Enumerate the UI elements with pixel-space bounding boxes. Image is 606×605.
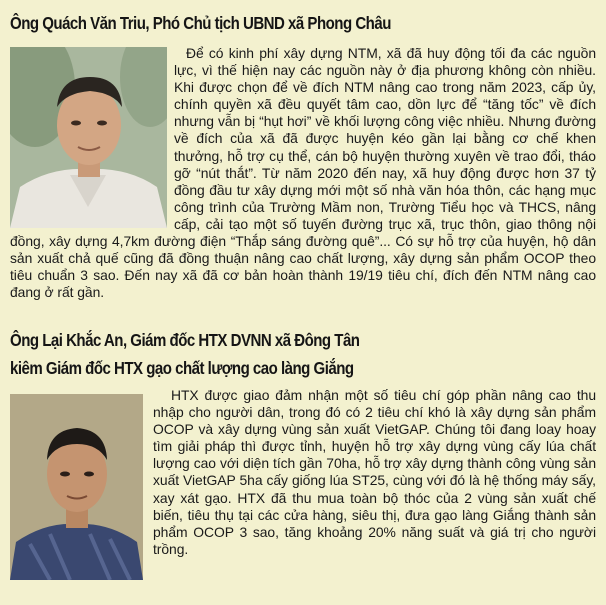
photo-wrap-space bbox=[10, 45, 174, 233]
photo-wrap-space bbox=[10, 387, 153, 577]
section1-body-paragraph bbox=[10, 45, 596, 301]
section1-body-text: Để có kinh phí xây dựng NTM, xã đã huy động tối đa các nguồn lực, vì thế hiện nay các nguồn này ở địa phương không còn nhiều. Khi được chọn để về đích NTM nâng cao trong năm 2023, cấp ủy, chính quyền xã đều quyết tâm cao, dồn lực để “tăng tốc” về đích nhưng vẫn bị “hụt hơi” về khối lượng công việc nhiều. Nhưng đường về đích của xã đã được huyện kéo gần lại bằng cơ chế khen thưởng, hỗ trợ cụ thể, cán bộ huyện thường xuyên về trao đổi, tháo gỡ “nút thắt”. Từ năm 2020 đến nay, xã huy động được hơn 37 tỷ đồng đầu tư xây dựng mới một số nhà văn hóa thôn, các hạng mục công trình của Trường Mầm non, Trường Tiểu học và THCS, nâng cấp, cải tạo một số tuyến đường trục xã, trục thôn, giao thông nội đồng, xây dựng 4,7km đường điện “Thắp sáng đường quê”... Có sự hỗ trợ của huyện, hộ dân sản xuất chả quế cũng đã đồng thuận nâng cao chất lượng, xây dựng sản phẩm OCOP theo tiêu chuẩn 3 sao. Đến nay xã đã cơ bản hoàn thành 19/19 tiêu chí, đích đến NTM nâng cao đang ở rất gần. bbox=[10, 45, 596, 301]
section2-body-paragraph bbox=[10, 387, 596, 577]
section2-body-text: HTX được giao đảm nhận một số tiêu chí góp phần nâng cao thu nhập cho người dân, trong đó có 2 tiêu chí khó là xây dựng sản phẩm OCOP và xây dựng vùng sản xuất VietGAP. Chúng tôi đang loay hoay tìm giải pháp thì được tỉnh, huyện hỗ trợ xây dựng vùng cấy lúa chất lượng cao với diện tích gần 70ha, hỗ trợ xây dựng thành công vùng sản xuất VietGAP 5ha cấy giống lúa ST25, cùng với đó là hệ thống máy sấy, xay xát gạo. HTX đã thu mua toàn bộ thóc của 2 vùng sản xuất chế biến, tiêu thụ tại các cửa hàng, siêu thị, đưa gạo làng Giắng thành sản phẩm OCOP 3 sao, tăng khoảng 20% năng suất và giá trị cho người trồng. bbox=[153, 387, 596, 557]
section2-heading-line2: kiêm Giám đốc HTX gạo chất lượng cao làng Giắng bbox=[10, 358, 354, 378]
section1-heading: Ông Quách Văn Triu, Phó Chủ tịch UBND xã Phong Châu bbox=[10, 13, 391, 33]
section2-heading-line1: Ông Lại Khắc An, Giám đốc HTX DVNN xã Đông Tân bbox=[10, 330, 360, 350]
